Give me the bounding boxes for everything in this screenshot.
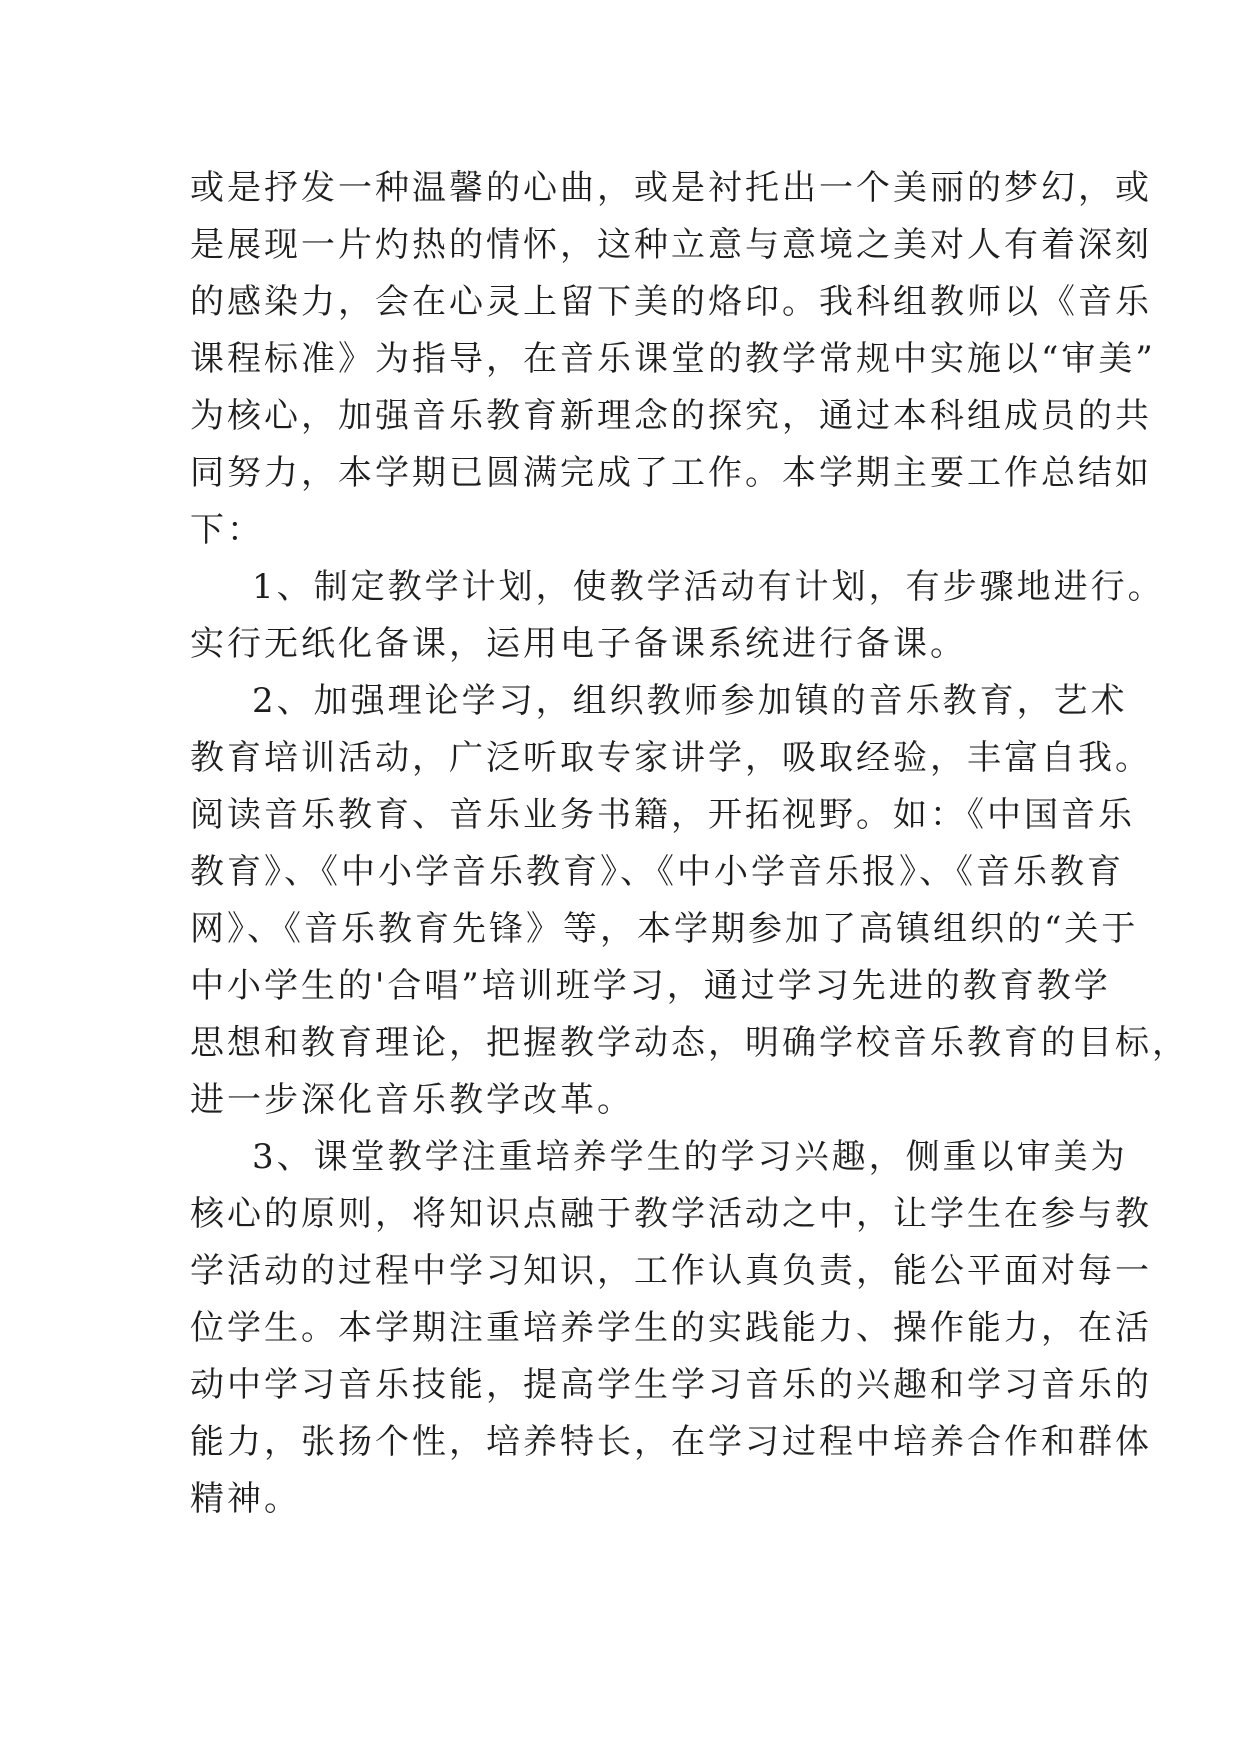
paragraph-1-first-line: 1、制定教学计划，使教学活动有计划，有步骤地进行。 [252,567,1165,607]
text-line: 位学生。本学期注重培养学生的实践能力、操作能力，在活 [190,1308,1152,1348]
text-line: 课程标准》为指导，在音乐课堂的教学常规中实施以“审美” [190,339,1156,379]
text-line: 学活动的过程中学习知识，工作认真负责，能公平面对每一 [190,1251,1152,1291]
text-line: 是展现一片灼热的情怀，这种立意与意境之美对人有着深刻 [190,225,1152,265]
text-line: 为核心，加强音乐教育新理念的探究，通过本科组成员的共 [190,396,1152,436]
text-line: 中小学生的'合唱”培训班学习，通过学习先进的教育教学 [190,966,1111,1006]
text-line: 教育》、《中小学音乐教育》、《中小学音乐报》、《音乐教育 [190,852,1124,892]
text-line: 网》、《音乐教育先锋》等，本学期参加了高镇组织的“关于 [190,909,1139,949]
text-line: 教育培训活动，广泛听取专家讲学，吸取经验，丰富自我。 [190,738,1152,778]
text-line: 或是抒发一种温馨的心曲，或是衬托出一个美丽的梦幻，或 [190,168,1152,208]
paragraph-3-first-line: 3、课堂教学注重培养学生的学习兴趣，侧重以审美为 [252,1137,1128,1177]
text-line: 进一步深化音乐教学改革。 [190,1080,634,1120]
text-line: 思想和教育理论，把握教学动态，明确学校音乐教育的目标， [190,1023,1189,1063]
text-line: 能力，张扬个性，培养特长，在学习过程中培养合作和群体 [190,1422,1152,1462]
text-line: 下： [190,510,264,550]
text-line: 精神。 [190,1479,301,1519]
text-line: 阅读音乐教育、音乐业务书籍，开拓视野。如：《中国音乐 [190,795,1135,835]
text-line: 核心的原则，将知识点融于教学活动之中，让学生在参与教 [190,1194,1152,1234]
paragraph-2-first-line: 2、加强理论学习，组织教师参加镇的音乐教育，艺术 [252,681,1128,721]
text-line: 同努力，本学期已圆满完成了工作。本学期主要工作总结如 [190,453,1152,493]
body-text [190,160,1189,1528]
text-line: 的感染力，会在心灵上留下美的烙印。我科组教师以《音乐 [190,282,1152,322]
text-line: 动中学习音乐技能，提高学生学习音乐的兴趣和学习音乐的 [190,1365,1152,1405]
text-line: 实行无纸化备课，运用电子备课系统进行备课。 [190,624,967,664]
